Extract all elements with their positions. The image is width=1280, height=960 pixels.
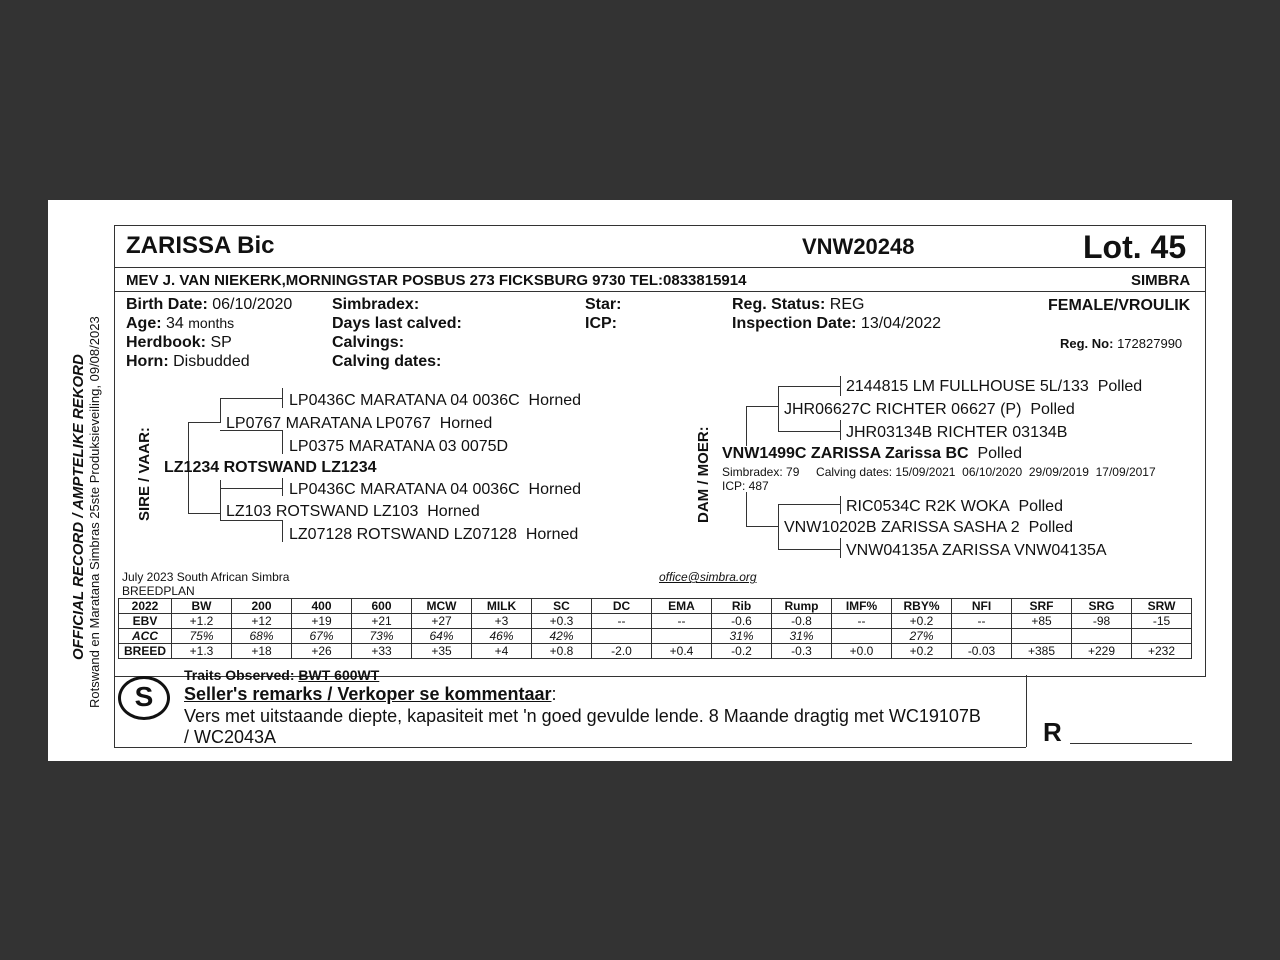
breed-row: BREED +1.3 +18 +26 +33 +35 +4 +0.8 -2.0 +0.4 -0.2 -0.3 +0.0 +0.2 -0.03 +385 +229 +232: [119, 644, 1192, 659]
dam-ggd2: VNW04135A ZARISSA VNW04135A: [846, 542, 1107, 559]
ebv-row: EBV +1.2 +12 +19 +21 +27 +3 +0.3 -- -- -0.6 -0.8 -- +0.2 -- +85 -98 -15: [119, 614, 1192, 629]
dam-name: VNW1499C ZARISSA Zarissa BC Polled: [722, 445, 1022, 462]
dam-ggd1: JHR03134B RICHTER 03134B: [846, 424, 1068, 441]
dam-ggs2: RIC0534C R2K WOKA Polled: [846, 498, 1063, 515]
reg-no: Reg. No: 172827990: [1060, 336, 1183, 351]
sire-name: LZ1234 ROTSWAND LZ1234: [164, 459, 377, 476]
inspection-date: Inspection Date: 13/04/2022: [732, 315, 941, 332]
animal-id: VNW20248: [802, 234, 915, 259]
birth-date: Birth Date: 06/10/2020: [126, 296, 293, 313]
remarks-title: Seller's remarks / Verkoper se kommentaar:: [184, 684, 557, 704]
price-currency: R: [1043, 717, 1062, 747]
horn: Horn: Disbudded: [126, 353, 250, 370]
sire-label: SIRE / VAAR:: [136, 427, 153, 521]
sale-label: Rotswand en Maratana Simbras 25ste Produksieveiling, 09/08/2023: [87, 316, 102, 708]
lot-number: Lot. 45: [1083, 229, 1187, 265]
calving-dates-label: Calving dates:: [332, 353, 442, 370]
remarks-line-1: Vers met uitstaande diepte, kapasiteit met 'n goed gevulde lende. 8 Maande dragtig met WC19107B: [184, 706, 981, 726]
calvings-label: Calvings:: [332, 334, 405, 351]
official-record-label: OFFICIAL RECORD / AMPTELIKE REKORD: [70, 354, 87, 660]
reg-status: Reg. Status: REG: [732, 296, 865, 313]
sex: FEMALE/VROULIK: [1048, 297, 1191, 314]
days-last-calved-label: Days last calved:: [332, 315, 462, 332]
dam-gs1: JHR06627C RICHTER 06627 (P) Polled: [784, 401, 1075, 418]
price-field[interactable]: [1070, 743, 1192, 744]
sire-ggs1: LP0436C MARATANA 04 0036C Horned: [289, 392, 582, 409]
dam-label: DAM / MOER:: [695, 426, 712, 523]
dam-icp: ICP: 487: [722, 479, 769, 493]
age: Age: 34 months: [126, 315, 235, 332]
icp-label: ICP:: [585, 315, 617, 332]
sire-gs1: LP0767 MARATANA LP0767 Horned: [226, 415, 493, 432]
breedplan-label: BREEDPLAN: [122, 584, 195, 598]
remarks-line-2: / WC2043A: [184, 727, 277, 747]
breed: SIMBRA: [1131, 272, 1191, 289]
star-label: Star:: [585, 296, 622, 313]
breedplan-source: July 2023 South African Simbra: [122, 570, 290, 584]
sire-ggd1: LP0375 MARATANA 03 0075D: [289, 438, 509, 455]
animal-name: ZARISSA Bic: [126, 232, 275, 259]
owner-details: MEV J. VAN NIEKERK,MORNINGSTAR POSBUS 273 FICKSBURG 9730 TEL:0833815914: [126, 272, 747, 289]
dam-ggs1: 2144815 LM FULLHOUSE 5L/133 Polled: [846, 378, 1143, 395]
simbra-s-logo: S: [118, 676, 170, 720]
sire-ggd2: LZ07128 ROTSWAND LZ07128 Horned: [289, 526, 579, 543]
herdbook: Herdbook: SP: [126, 334, 232, 351]
dam-details: Simbradex: 79 Calving dates: 15/09/2021 06/10/2020 29/09/2019 17/09/2017: [722, 465, 1156, 479]
sire-gd1: LZ103 ROTSWAND LZ103 Horned: [226, 503, 480, 520]
dam-gd1: VNW10202B ZARISSA SASHA 2 Polled: [784, 519, 1074, 536]
acc-row: ACC 75% 68% 67% 73% 64% 46% 42% 31% 31% 27%: [119, 629, 1192, 644]
ebv-table: [118, 598, 1192, 659]
traits-observed: Traits Observed: BWT 600WT: [184, 667, 380, 683]
simbradex-label: Simbradex:: [332, 296, 420, 313]
ebv-header-row: 2022 BW 200 400 600 MCW MILK SC DC EMA Rib Rump IMF% RBY% NFI SRF SRG SRW: [119, 599, 1192, 614]
breedplan-email[interactable]: office@simbra.org: [659, 570, 757, 584]
sire-ggs2: LP0436C MARATANA 04 0036C Horned: [289, 481, 582, 498]
